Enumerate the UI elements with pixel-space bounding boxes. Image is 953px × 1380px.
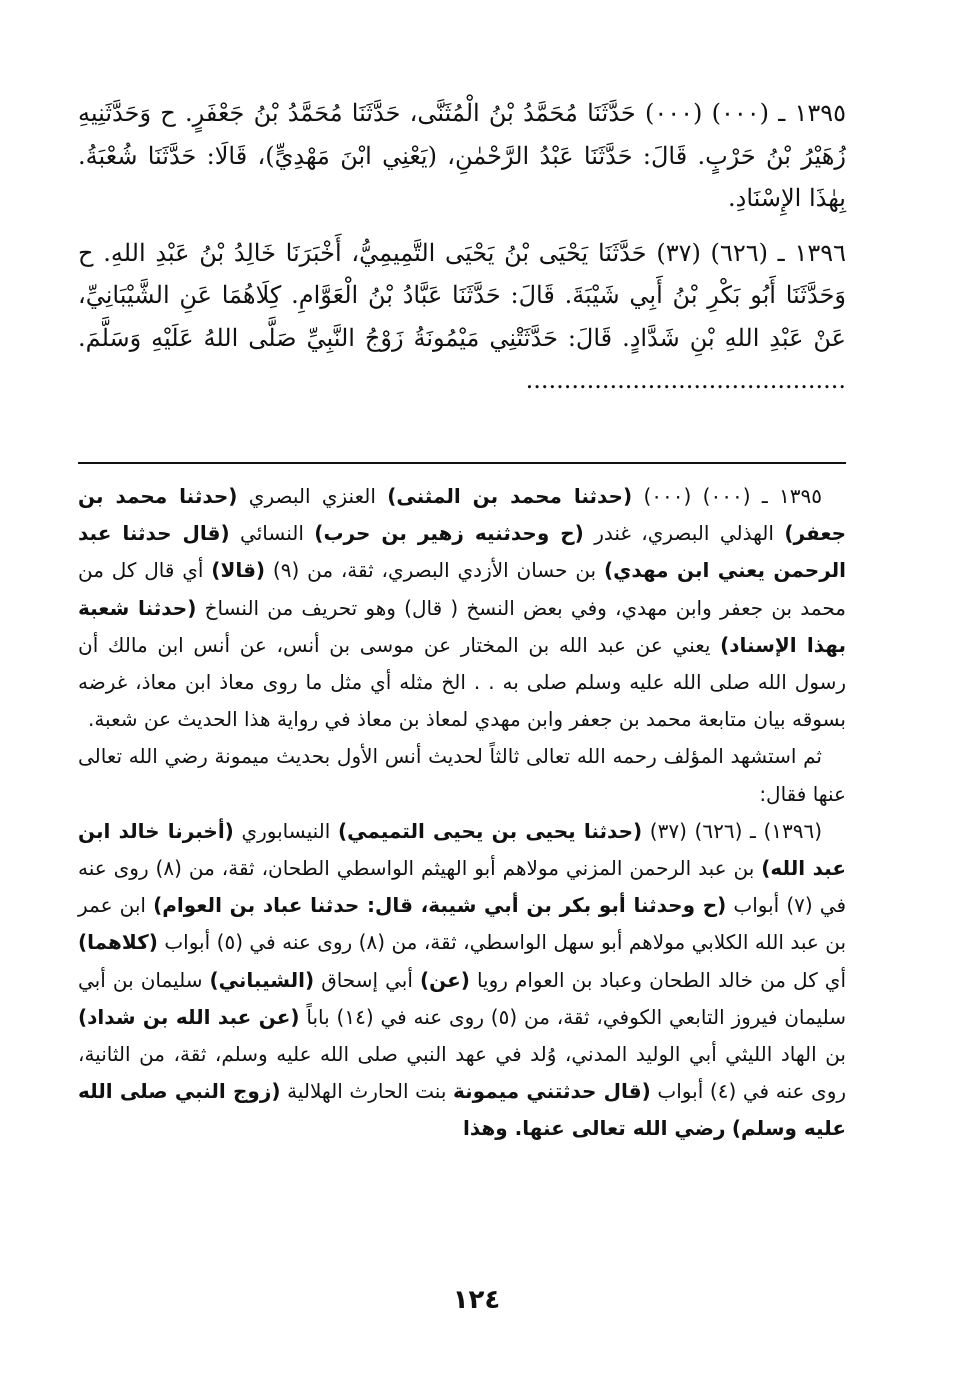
hadith-1395 (78, 92, 846, 220)
quoted-text: (الشيباني) (209, 967, 315, 992)
commentary-section (78, 478, 846, 1148)
hadith-number: ١٣٩٥ ـ (٠٠٠) (٠٠٠) (643, 484, 822, 508)
commentary-text: أي كل من خالد الطحان وعباد بن العوام رويا (476, 967, 846, 992)
commentary-text: بنت الحارث الهلالية (287, 1079, 447, 1104)
commentary-text: بن عبد الرحمن المزني مولاهم أبو الهيثم الواسطي الطحان، ثقة، من (٨) روى عنه في (٧) أبواب (78, 856, 847, 918)
commentary-text: بن الهاد الليثي أبي الوليد المدني، وُلد في عهد النبي صلى الله عليه وسلم، ثقة، من الثانية، روى عنه في (٤) أبواب (78, 1042, 847, 1104)
quoted-text: (عن) (419, 967, 470, 992)
hadith-number: ١٣٩٥ ـ (٠٠٠) (٠٠٠) (644, 99, 846, 127)
hadith-number: ١٣٩٦ ـ (٦٢٦) (٣٧) (656, 238, 846, 267)
commentary-transition: ثم استشهد المؤلف رحمه الله تعالى ثالثاً لحديث أنس الأول بحديث ميمونة رضي الله تعالى عنها فقال: (78, 744, 846, 806)
commentary-text: أي قال كل من محمد بن جعفر وابن مهدي، وفي بعض النسخ ( قال) وهو تحريف من النساخ (78, 558, 846, 620)
quoted-text: (ح وحدثنيه زهير بن حرب) (314, 521, 584, 546)
commentary-text: النيسابوري (241, 818, 331, 843)
quoted-text: (حدثنا يحيى بن يحيى التميمي) (337, 818, 643, 843)
commentary-text: ابن عمر بن عبد الله الكلابي مولاهم أبو سهل الواسطي، ثقة، من (٨) روى عنه في (٥) أبواب (78, 893, 847, 955)
commentary-text: سليمان بن أبي سليمان فيروز التابعي الكوفي، ثقة، من (٥) روى عنه في (١٤) باباً (78, 967, 846, 1029)
quoted-text: رضي الله تعالى عنها. وهذا (462, 1116, 726, 1141)
quoted-text: (كلاهما) (78, 930, 158, 955)
quoted-text: (أخبرنا خالد ابن عبد الله) (78, 818, 847, 881)
hadith-text: حَدَّثَنَا يَحْيَى بْنُ يَحْيَى التَّمِيمِيُّ، أَخْبَرَنَا خَالِدُ بْنُ عَبْدِ اللهِ. ح وَحَدَّثَنَا أَبُو بَكْرِ بْنُ أَبِي شَيْبَةَ. قَالَ: حَدَّثَنَا عَبَّادُ بْنُ الْعَوَّامِ. كِلَاهُمَا عَنِ الشَّيْبَانِيِّ، عَنْ عَبْدِ اللهِ بْنِ شَدَّادٍ. قَالَ: حَدَّثَتْنِي مَيْمُونَةُ زَوْجُ النَّبِيِّ صَلَّى اللهُ عَلَيْهِ وَسَلَّمَ. .......................................... (78, 238, 846, 394)
commentary-text: يعني عن عبد الله بن المختار عن موسى بن أنس، عن أنس ابن مالك أن رسول الله صلى الله عليه وسلم صلى به . . الخ مثله أي مثل ما روى معاذ ابن معاذ، غرضه بسوقه بيان متابعة محمد بن جعفر وابن مهدي لمعاذ بن معاذ في رواية هذا الحديث عن شعبة. (78, 632, 846, 732)
quoted-text: (عن عبد الله بن شداد) (78, 1004, 300, 1029)
quoted-text: (قالا) (211, 558, 266, 583)
commentary-text: بن حسان الأزدي البصري، ثقة، من (٩) (272, 558, 597, 583)
commentary-text: أبي إسحاق (321, 967, 413, 992)
quoted-text: (حدثنا محمد بن جعفر) (78, 484, 847, 546)
commentary-text: الهذلي البصري، غندر (594, 521, 774, 546)
commentary-paragraph-1395 (78, 478, 846, 738)
hadith-1396 (78, 232, 846, 402)
quoted-text: (قال حدثتني ميمونة (453, 1079, 651, 1104)
commentary-text: النسائي (240, 521, 304, 546)
commentary-text: العنزي البصري (248, 484, 376, 508)
commentary-paragraph-1396 (78, 813, 846, 1148)
footnote-separator (78, 462, 846, 464)
hadith-text: حَدَّثَنَا مُحَمَّدُ بْنُ الْمُثَنَّى، حَدَّثَنَا مُحَمَّدُ بْنُ جَعْفَرٍ. ح وَحَدَّثَنِيهِ زُهَيْرُ بْنُ حَرْبٍ. قَالَ: حَدَّثَنَا عَبْدُ الرَّحْمٰنِ، (يَعْنِي ابْنَ مَهْدِيٍّ)، قَالَا: حَدَّثَنَا شُعْبَةُ. بِهٰذَا الإِسْنَادِ. (78, 99, 846, 212)
quoted-text: (زوج النبي صلى الله عليه وسلم) (78, 1079, 846, 1141)
quoted-text: (قال حدثنا عبد الرحمن يعني ابن مهدي) (78, 521, 847, 583)
hadith-number: (١٣٩٦) ـ (٦٢٦) (٣٧) (649, 818, 823, 843)
page-number: ١٢٤ (452, 1285, 501, 1315)
quoted-text: (ح وحدثنا أبو بكر بن أبي شيبة، قال: حدثنا عباد بن العوام) (153, 893, 727, 918)
hadith-section (78, 92, 846, 402)
quoted-text: (حدثنا شعبة بهذا الإسناد) (78, 595, 847, 657)
quoted-text: (حدثنا محمد بن المثنى) (387, 484, 633, 508)
